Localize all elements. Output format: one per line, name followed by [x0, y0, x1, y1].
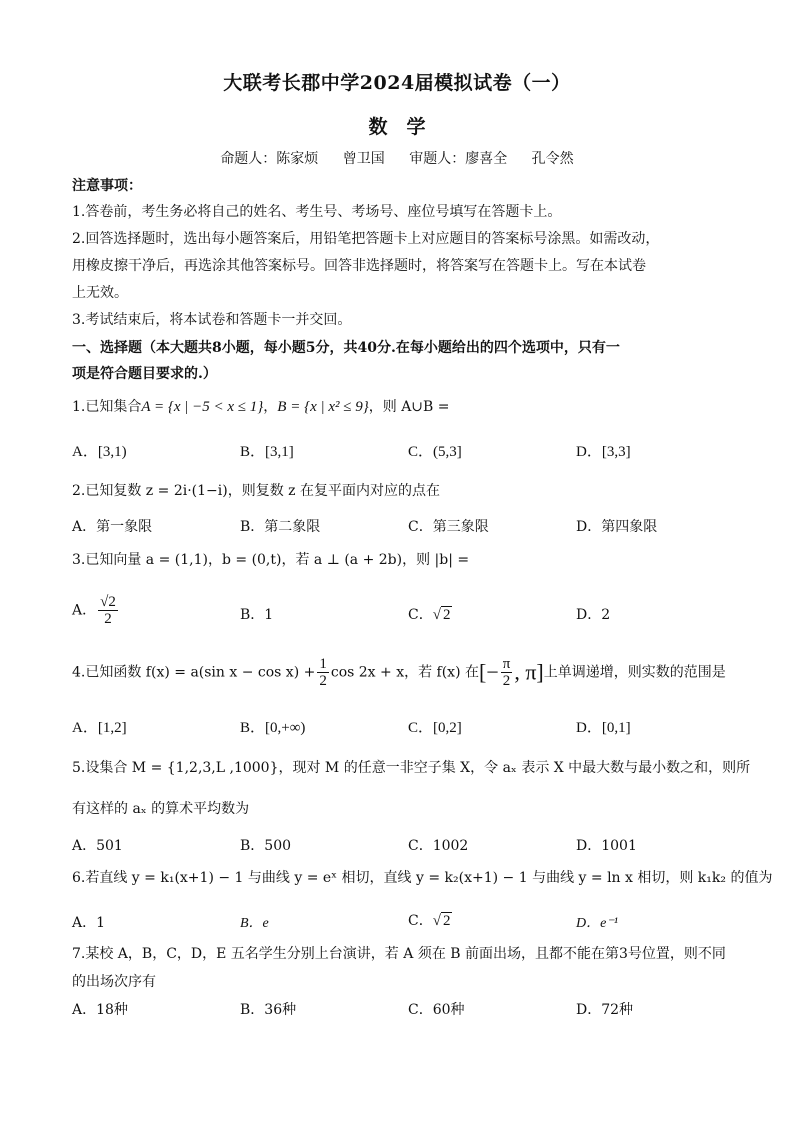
q7-option-a: A．18种 [72, 1002, 128, 1018]
question-4-stem [72, 656, 726, 689]
section-heading-line1: 一、选择题（本大题共8小题，每小题5分，共40分.在每小题给出的四个选项中，只有一 [72, 340, 620, 356]
q1-option-c: C．(5,3] [408, 444, 462, 460]
q1-option-d: D．[3,3] [576, 444, 631, 460]
note-item: 3.考试结束后，将本试卷和答题卡一并交回。 [72, 312, 352, 328]
exam-title: 大联考长郡中学2024届模拟试卷（一） [223, 72, 571, 94]
q4-half-fraction [317, 656, 329, 689]
q6-option-a: A．1 [72, 915, 106, 931]
q4-pi-denominator: 2 [502, 673, 511, 689]
q2-option-a: A．第一象限 [72, 519, 153, 535]
q6-option-c-sqrt: √ 2 [432, 913, 451, 929]
subject-heading: 数 学 [368, 116, 426, 138]
author-1: 命题人：陈家烦 [220, 151, 319, 167]
note-item: 上无效。 [72, 285, 128, 301]
q4-half-denominator: 2 [319, 673, 327, 689]
q4-interval-right: , π] [514, 659, 544, 685]
q3-option-b: B．1 [240, 607, 274, 623]
question-6-stem: 6.若直线 y = k₁(x+1) − 1 与曲线 y = eˣ 相切，直线 y = k₂(x+1) − 1 与曲线 y = ln x 相切，则 k₁k₂ 的值为 [72, 870, 773, 886]
q7-option-b: B．36种 [240, 1002, 297, 1018]
q4-interval-left: [− [479, 659, 499, 685]
q1-stem-post: ，则 A∪B = [368, 399, 450, 415]
q6-option-c-label: C． [408, 913, 433, 929]
q6-option-c-radicand: 2 [442, 913, 451, 929]
q1-set-b: B = {x | x² ≤ 9} [277, 399, 369, 415]
q3-option-a-fraction [98, 594, 118, 627]
q4-option-b: B．[0,+∞) [240, 720, 306, 736]
q1-stem-pre: 1.已知集合 [72, 399, 142, 415]
q5-option-c: C．1002 [408, 838, 469, 854]
q1-option-a: A．[3,1) [72, 444, 127, 460]
q2-option-b: B．第二象限 [240, 519, 321, 535]
notes-heading: 注意事项： [72, 178, 142, 194]
q4-pi-numerator: π [502, 656, 511, 672]
q7-option-c: C．60种 [408, 1002, 465, 1018]
q3-option-c-label: C． [408, 607, 433, 623]
q3-option-c-radicand: 2 [442, 607, 451, 623]
q4-half-numerator: 1 [319, 656, 327, 672]
question-7-stem-line1: 7.某校 A，B，C，D，E 五名学生分别上台演讲，若 A 须在 B 前面出场，且都不能在第3号位置，则不同 [72, 946, 726, 962]
note-item: 2.回答选择题时，选出每小题答案后，用铅笔把答题卡上对应题目的答案标号涂黑。如需改动， [72, 231, 660, 247]
reviewer-1: 审题人：廖喜全 [409, 151, 508, 167]
author-2: 曾卫国 [342, 151, 385, 167]
q5-option-a: A．501 [72, 838, 123, 854]
section-heading-line2: 项是符合题目要求的.） [72, 366, 217, 382]
q6-option-d: D．e⁻¹ [576, 916, 618, 931]
question-7-stem-line2: 的出场次序有 [72, 974, 156, 990]
q5-option-b: B．500 [240, 838, 292, 854]
authors-line [0, 148, 794, 168]
q3-option-a [72, 594, 120, 627]
q4-option-c: C．[0,2] [408, 720, 462, 736]
q1-set-a: A = {x | −5 < x ≤ 1} [141, 399, 264, 415]
q4-stem-post: 上单调递增，则实数的范围是 [543, 664, 726, 681]
q1-option-b: B．[3,1] [240, 444, 294, 460]
note-item: 1.答卷前，考生务必将自己的姓名、考生号、考场号、座位号填写在答题卡上。 [72, 204, 562, 220]
q6-option-c [408, 910, 452, 930]
q3-fraction-denominator: 2 [104, 611, 112, 627]
q4-stem-pre: 4.已知函数 f(x) = a(sin x − cos x) + [72, 664, 316, 681]
q3-fraction-numerator: √2 [100, 594, 116, 610]
q3-option-c [408, 604, 452, 624]
note-item: 用橡皮擦干净后，再选涂其他答案标号。回答非选择题时，将答案写在答题卡上。写在本试卷 [72, 258, 646, 274]
q4-stem-mid: cos 2x + x，若 f(x) 在 [330, 664, 479, 681]
q5-option-d: D．1001 [576, 838, 637, 854]
q1-sep: ， [263, 399, 278, 415]
reviewer-2: 孔令然 [531, 151, 574, 167]
q2-option-c: C．第三象限 [408, 519, 489, 535]
q7-option-d: D．72种 [576, 1002, 634, 1018]
q4-option-a: A．[1,2] [72, 720, 127, 736]
question-2-stem: 2.已知复数 z = 2i·(1−i)，则复数 z 在复平面内对应的点在 [72, 483, 440, 499]
q3-option-d: D．2 [576, 607, 611, 623]
q4-pi-fraction [501, 656, 513, 689]
question-1-stem [72, 397, 450, 417]
q2-option-d: D．第四象限 [576, 519, 658, 535]
q4-option-d: D．[0,1] [576, 720, 631, 736]
question-5-stem-line1: 5.设集合 M = {1,2,3,L ,1000}，现对 M 的任意一非空子集 X，令 aₓ 表示 X 中最大数与最小数之和，则所 [72, 760, 751, 776]
q6-option-b: B．e [240, 916, 269, 931]
q3-option-a-label: A． [72, 602, 97, 619]
q3-option-c-sqrt: √ 2 [432, 607, 451, 623]
question-5-stem-line2: 有这样的 aₓ 的算术平均数为 [72, 801, 250, 817]
question-3-stem: 3.已知向量 a = (1,1)，b = (0,t)，若 a ⊥ (a + 2b)，则 |b| = [72, 552, 470, 568]
